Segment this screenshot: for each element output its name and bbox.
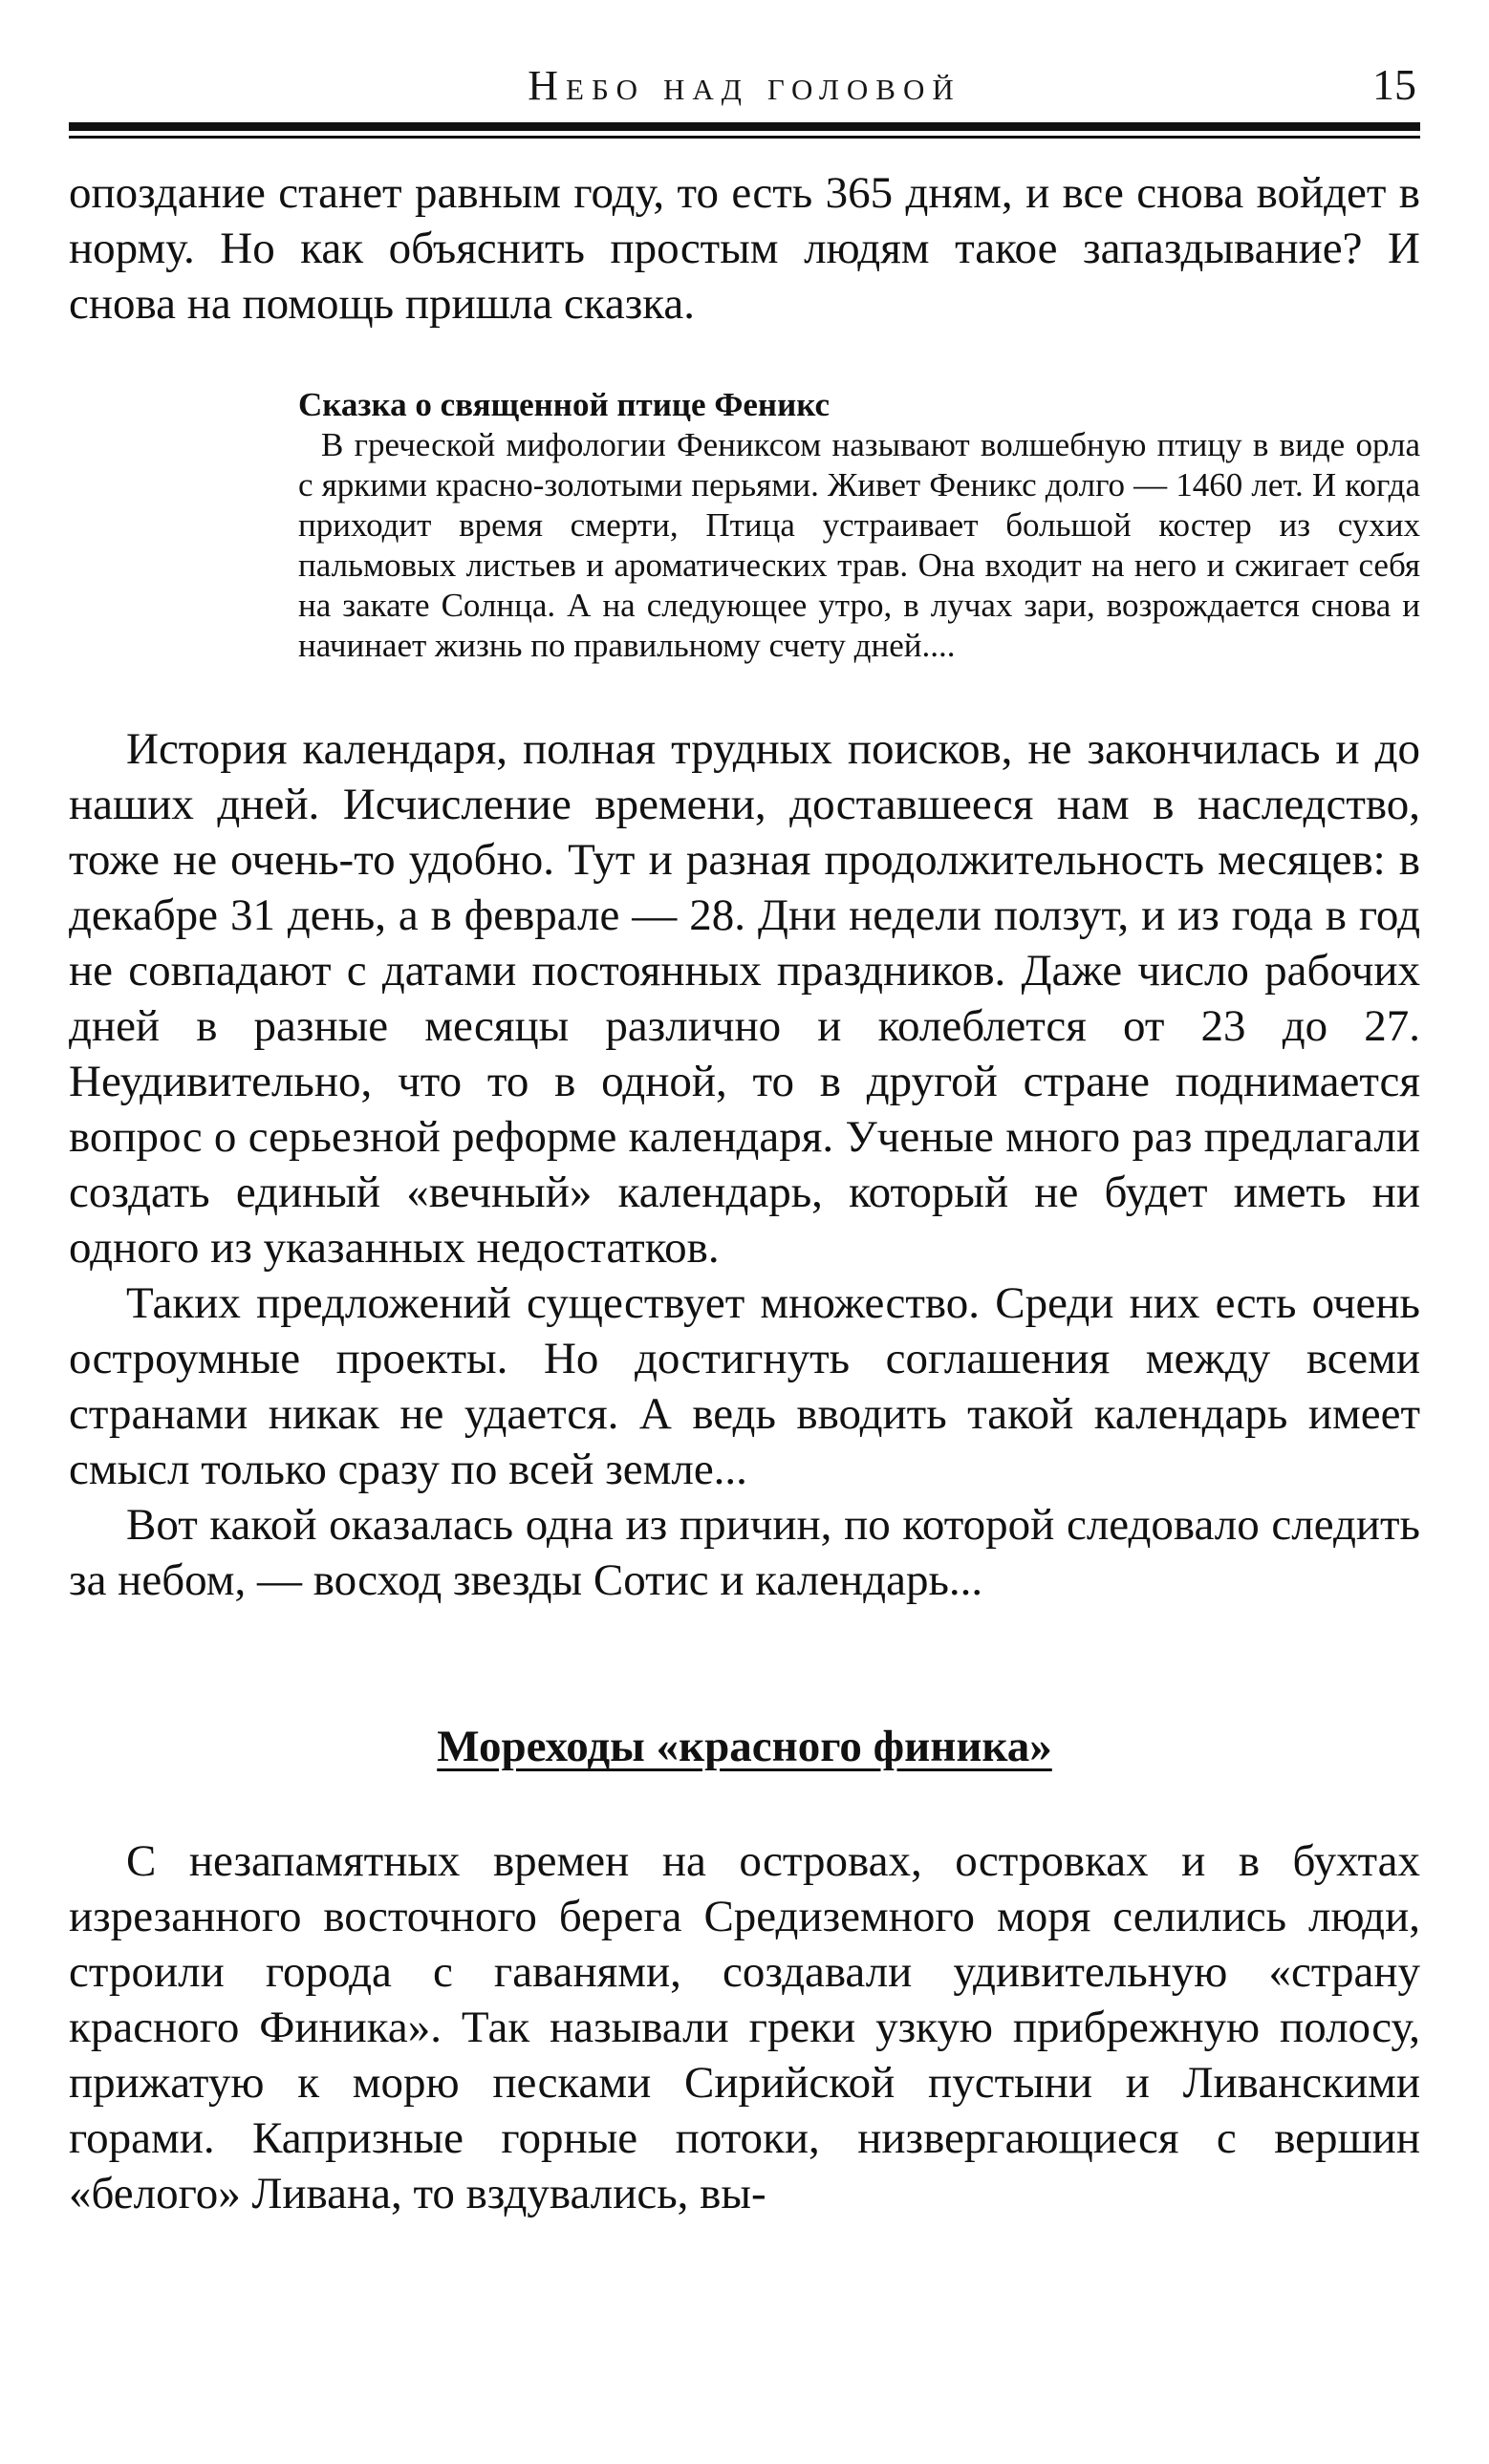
body-paragraph-2: Таких предложений существует множество. Среди них есть очень остроумные проекты. Но достигнуть соглашения между всеми странами никак не удается. А ведь вводить такой календарь имеет смысл только сразу по всей земле... xyxy=(69,1278,1420,1494)
sidebar-title: Сказка о священной птице Феникс xyxy=(298,386,831,423)
running-title: Небо над головой xyxy=(528,62,961,109)
section-paragraph: С незапамятных времен на островах, островках и в бухтах изрезанного восточного берега Средиземного моря селились люди, строили города с гаванями, создавали удивительную «страну красного Финика». Так называли греки узкую прибрежную полосу, прижатую к морю песками Сирийской пустыни и Ливанскими горами. Капризные горные потоки, низвергающиеся с вершин «белого» Ливана, то вздувались, вы- xyxy=(69,1836,1420,2218)
header-rule-thin xyxy=(69,136,1420,139)
header-rule-thick xyxy=(69,122,1420,131)
section-heading: Мореходы «красного финика» xyxy=(437,1722,1052,1771)
body-paragraph-1: История календаря, полная трудных поисков, не закончилась и до наших дней. Исчисление времени, доставшееся нам в наследство, тоже не очень-то удобно. Тут и разная продолжительность месяцев: в декабре 31 день, а в феврале — 28. Дни недели ползут, и из года в год не совпадают с датами постоянных праздников. Даже число рабочих дней в разные месяцы различно и колеблется от 23 до 27. Неудивительно, что то в одной, то в другой стране поднимается вопрос о серьезной реформе календаря. Ученые много раз предлагали создать единый «вечный» календарь, который не будет иметь ни одного из указанных недостатков. xyxy=(69,724,1420,1273)
page-number: 15 xyxy=(1372,60,1416,109)
sidebar-text: В греческой мифологии Фениксом называют волшебную птицу в виде орла с яркими красно-золотыми перьями. Живет Феникс долго — 1460 лет. И когда приходит время смерти, Птица устраивает большой костер из сухих пальмовых листьев и ароматических трав. Она входит на него и сжигает себя на закате Солнца. А на следующее утро, в лучах зари, возрождается снова и начинает жизнь по правильному счету дней.... xyxy=(298,426,1420,664)
intro-paragraph: опоздание станет равным году, то есть 365 дням, и все снова войдет в норму. Но как объяснить простым людям такое запаздывание? И снова на помощь пришла сказка. xyxy=(69,168,1420,329)
body-text xyxy=(69,721,1420,1608)
book-page xyxy=(69,57,1420,2427)
running-header xyxy=(69,57,1420,122)
sidebar-box xyxy=(298,385,1420,666)
body-paragraph-3: Вот какой оказалась одна из причин, по которой следовало следить за небом, — восход звезды Сотис и календарь... xyxy=(69,1500,1420,1605)
